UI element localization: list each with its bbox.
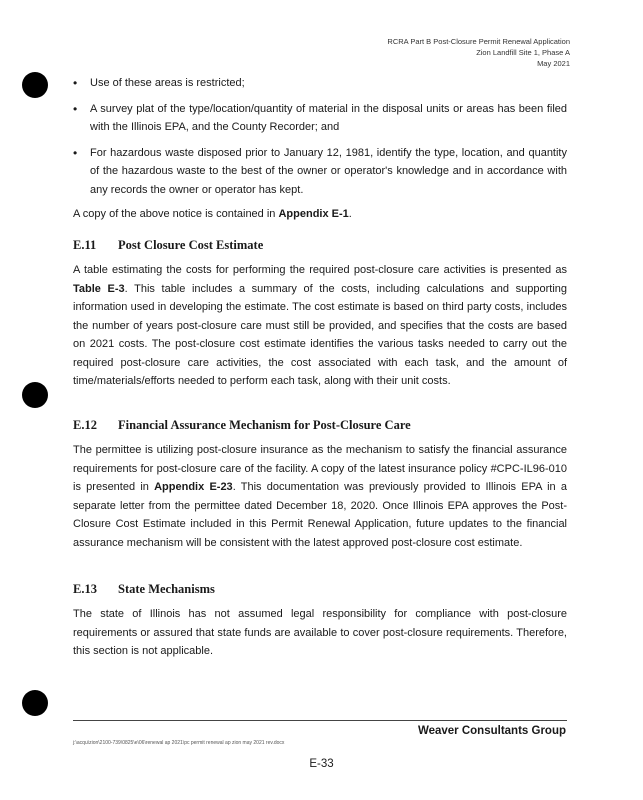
list-item: • Use of these areas is restricted; bbox=[90, 74, 567, 93]
section-number: E.11 bbox=[73, 238, 97, 252]
footer-divider bbox=[73, 720, 567, 721]
binder-hole-bottom bbox=[22, 690, 48, 716]
page-number: E-33 bbox=[309, 758, 334, 770]
notice-paragraph: A copy of the above notice is contained in Appendix E-1. bbox=[73, 208, 352, 220]
table-reference: Table E-3 bbox=[73, 282, 125, 295]
section-heading-e13 bbox=[73, 582, 215, 597]
file-path: j:\acqu\zion\2100-739\0825\e\06\renewal ap 2021\pc permit renewal ap zion may 2021 rev.docx bbox=[73, 740, 285, 746]
financial-assurance-paragraph: The permittee is utilizing post-closure insurance as the mechanism to satisfy the financial assurance requirements for post-closure care of the facility. A copy of the latest insurance policy #CPC-IL96-010 is presented in Appendix E-23. This documentation was previously provided to Illinois EPA in a separate letter from the permittee dated December 18, 2020. Once Illinois EPA approves the Post-Closure Cost Estimate included in this Permit Renewal Application, future updates to the financial assurance mechanism will be consistent with the latest approved post-closure cost estimate. bbox=[73, 444, 567, 549]
header-date: May 2021 bbox=[537, 59, 570, 68]
cost-estimate-paragraph: A table estimating the costs for performing the required post-closure care activities is presented as Table E-3. This table includes a summary of the costs, including calculations and supporting information used in developing the estimate. The cost estimate is based on third party costs, includes the number of years post-closure care must still be provided, and specifies that the costs are based on 2021 costs. The post-closure cost estimate identifies the various tasks needed to carry out the required post-closure care activities, the cost associated with each task, and the amount of time/materials/efforts needed to perform each task, along with their unit costs. bbox=[73, 264, 567, 387]
section-number: E.13 bbox=[73, 582, 97, 596]
section-heading-e12 bbox=[73, 418, 411, 433]
state-mechanisms-paragraph: The state of Illinois has not assumed legal responsibility for compliance with post-closure requirements or assured that state funds are available to cover post-closure requirements. Therefore, this section is not applicable. bbox=[73, 608, 567, 657]
section-title: State Mechanisms bbox=[118, 582, 215, 596]
header-title: RCRA Part B Post-Closure Permit Renewal Application bbox=[387, 37, 570, 46]
appendix-reference: Appendix E-23 bbox=[154, 481, 233, 493]
section-number: E.12 bbox=[73, 418, 97, 432]
section-title: Financial Assurance Mechanism for Post-Closure Care bbox=[118, 418, 411, 432]
section-heading-e11 bbox=[73, 238, 263, 253]
section-title: Post Closure Cost Estimate bbox=[118, 238, 264, 252]
binder-hole-middle bbox=[22, 382, 48, 408]
notice-bullet-list bbox=[90, 74, 567, 206]
appendix-reference: Appendix E-1 bbox=[278, 208, 349, 220]
company-name: Weaver Consultants Group bbox=[417, 725, 566, 737]
list-item: • A survey plat of the type/location/quantity of material in the disposal units or areas has been filed with the Illinois EPA, and the County Recorder; and bbox=[90, 100, 567, 137]
page-header bbox=[387, 36, 570, 69]
header-site: Zion Landfill Site 1, Phase A bbox=[476, 48, 570, 57]
binder-hole-top bbox=[22, 72, 48, 98]
list-item: • For hazardous waste disposed prior to January 12, 1981, identify the type, location, and quantity of the hazardous waste to the best of the owner or operator's knowledge and in accordance with any records the owner or operator has kept. bbox=[90, 144, 567, 200]
